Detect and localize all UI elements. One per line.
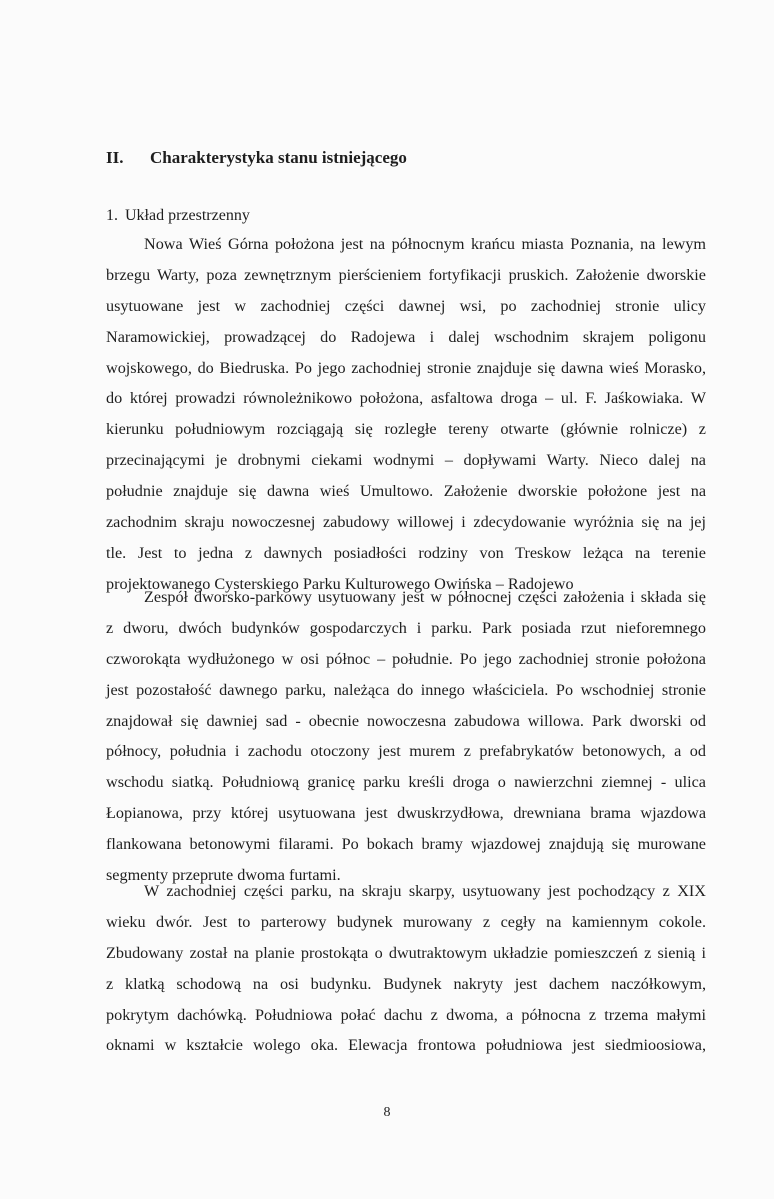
paragraph-line: Łopianowa, przy której usytuowana jest dwuskrzydłowa, drewniana brama wjazdowa	[106, 804, 706, 823]
paragraph-line: z dworu, dwóch budynków gospodarczych i parku. Park posiada rzut nieforemnego	[106, 618, 706, 637]
paragraph-line: znajdował się dawniej sad - obecnie nowoczesna zabudowa willowa. Park dworski od	[106, 711, 706, 730]
paragraph-line: południe znajduje się dawna wieś Umultowo. Założenie dworskie położone jest na	[106, 482, 706, 501]
paragraph-line: północy, południa i zachodu otoczony jest murem z prefabrykatów betonowych, a od	[106, 742, 706, 761]
paragraph-2	[106, 582, 706, 891]
paragraph-line: przecinającymi je drobnymi ciekami wodnymi – dopływami Warty. Nieco dalej na	[106, 451, 706, 470]
section-number: 1.	[106, 207, 118, 224]
paragraph-line: W zachodniej części parku, na skraju skarpy, usytuowany jest pochodzący z XIX	[144, 882, 706, 900]
paragraph-line: do której prowadzi równoleżnikowo położona, asfaltowa droga – ul. F. Jaśkowiaka. W	[106, 389, 706, 408]
paragraph-line: Nowa Wieś Górna położona jest na północnym krańcu miasta Poznania, na lewym	[144, 235, 706, 253]
paragraph-line: projektowanego Cysterskiego Parku Kulturowego Owińska – Radojewo	[106, 574, 574, 593]
chapter-title: Charakterystyka stanu istniejącego	[150, 148, 407, 167]
paragraph-line: usytuowane jest w zachodniej części dawnej wsi, po zachodniej stronie ulicy	[106, 296, 706, 315]
paragraph-line: wschodu siatką. Południową granicę parku kreśli droga o nawierzchni ziemnej - ulica	[106, 773, 706, 792]
paragraph-line: wojskowego, do Biedruska. Po jego zachodniej stronie znajduje się dawna wieś Morasko,	[106, 358, 706, 377]
section-heading	[106, 207, 250, 225]
paragraph-line: Zespół dworsko-parkowy usytuowany jest w północnej części założenia i składa się	[144, 588, 706, 606]
paragraph-1	[106, 229, 706, 600]
paragraph-line: czworokąta wydłużonego w osi północ – południe. Po jego zachodniej stronie położona	[106, 649, 706, 668]
paragraph-line: Zbudowany został na planie prostokąta o dwutraktowym układzie pomieszczeń z sienią i	[106, 943, 706, 962]
paragraph-line: brzegu Warty, poza zewnętrznym pierścieniem fortyfikacji pruskich. Założenie dworskie	[106, 265, 706, 284]
paragraph-line: Naramowickiej, prowadzącej do Radojewa i dalej wschodnim skrajem poligonu	[106, 327, 706, 346]
paragraph-line: flankowana betonowymi filarami. Po bokach bramy wjazdowej znajdują się murowane	[106, 835, 706, 854]
paragraph-line: segmenty przeprute dwoma furtami.	[106, 866, 341, 885]
paragraph-line: jest pozostałość dawnego parku, należąca do innego właściciela. Po wschodniej stronie	[106, 680, 706, 699]
paragraph-line: zachodnim skraju nowoczesnej zabudowy willowej i zdecydowanie wyróżnia się na jej	[106, 513, 706, 532]
paragraph-line: pokrytym dachówką. Południowa połać dachu z dwoma, a północna z trzema małymi	[106, 1005, 706, 1024]
paragraph-line: oknami w kształcie wolego oka. Elewacja frontowa południowa jest siedmioosiowa,	[106, 1036, 706, 1055]
paragraph-line: tle. Jest to jedna z dawnych posiadłości rodziny von Treskow leżąca na terenie	[106, 543, 706, 562]
paragraph-line: z klatką schodową na osi budynku. Budynek nakryty jest dachem naczółkowym,	[106, 974, 706, 993]
chapter-number: II.	[106, 148, 124, 167]
paragraph-line: kierunku południowym rozciągają się rozległe tereny otwarte (głównie rolnicze) z	[106, 420, 706, 439]
paragraph-3	[106, 876, 706, 1061]
chapter-heading	[106, 148, 407, 168]
section-title: Układ przestrzenny	[125, 207, 250, 224]
page-number: 8	[383, 1105, 391, 1120]
paragraph-line: wieku dwór. Jest to parterowy budynek murowany z cegły na kamiennym cokole.	[106, 912, 706, 931]
